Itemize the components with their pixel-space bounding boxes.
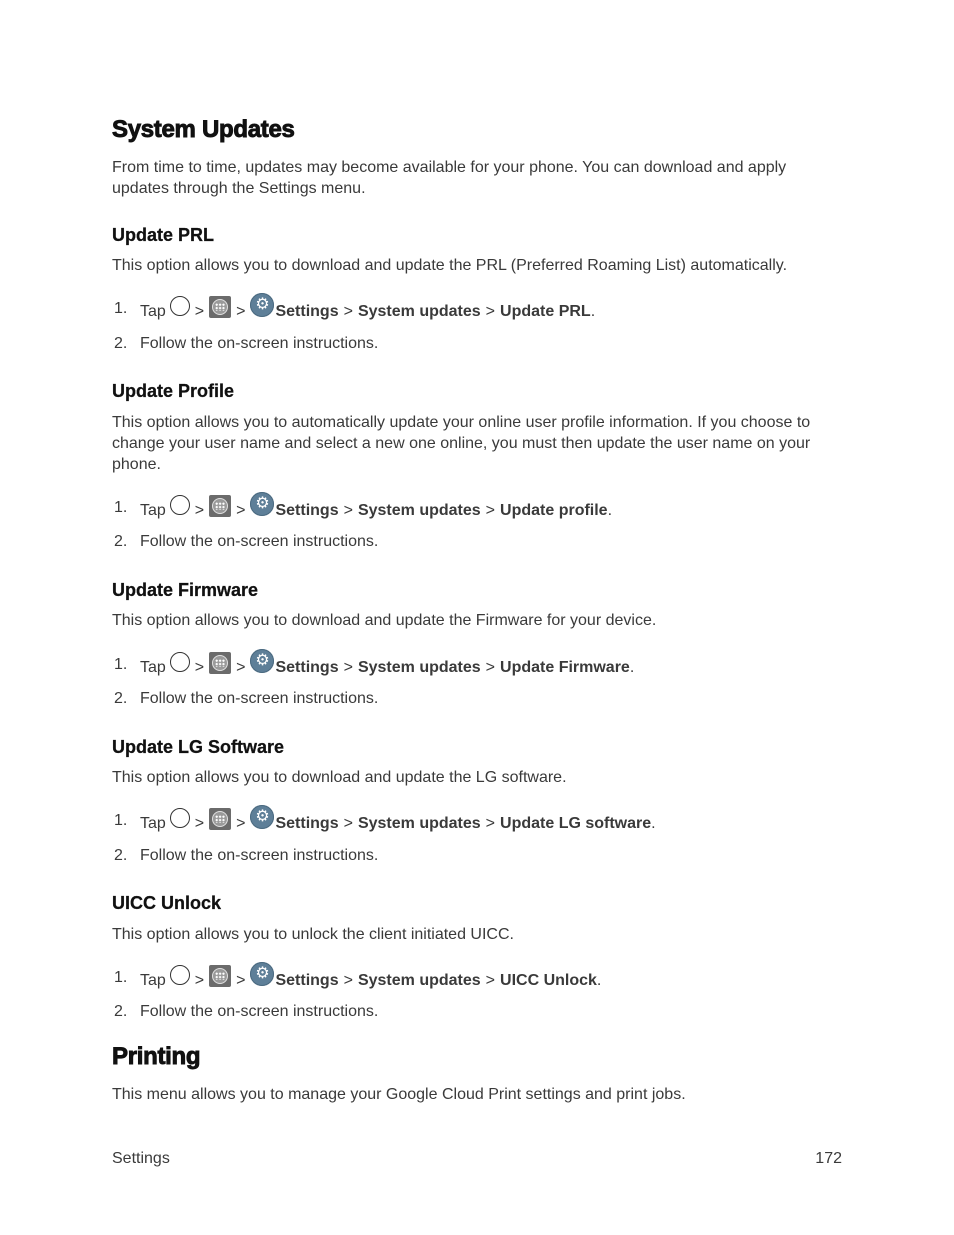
heading-update-prl: Update PRL <box>112 225 215 245</box>
home-circle-icon <box>170 296 190 316</box>
tap-label: Tap <box>140 303 166 320</box>
step-number: 2. <box>114 847 128 864</box>
system-updates-label: System updates <box>357 972 481 989</box>
home-circle-icon <box>170 808 190 828</box>
step-number: 1. <box>114 499 128 516</box>
separator: > <box>485 502 496 519</box>
separator: > <box>194 972 205 989</box>
home-circle-icon <box>170 495 190 515</box>
separator: > <box>485 303 496 320</box>
settings-label: Settings <box>275 303 339 320</box>
step-number: 1. <box>114 656 128 673</box>
separator: > <box>343 815 353 832</box>
separator: > <box>343 303 353 320</box>
step-text: Follow the on-screen instructions. <box>140 335 379 352</box>
update-profile-description: This option allows you to automatically update your online user profile information. If you choose to change your user name and select a new one online, you must then update the user name on your phone. <box>112 414 811 473</box>
settings-gear-icon <box>250 649 274 673</box>
system-updates-label: System updates <box>357 659 481 676</box>
step-number: 1. <box>114 300 128 317</box>
heading-update-profile: Update Profile <box>112 381 235 401</box>
printing-description: This menu allows you to manage your Google Cloud Print settings and print jobs. <box>112 1086 686 1103</box>
step-number: 2. <box>114 533 128 550</box>
period: . <box>590 303 596 320</box>
settings-gear-icon <box>250 805 274 829</box>
period: . <box>596 972 602 989</box>
settings-gear-icon <box>250 293 274 317</box>
update-lg-software-step-2 <box>112 847 852 873</box>
system-updates-intro: From time to time, updates may become available for your phone. You can download and apply updates through the Settings menu. <box>112 159 787 197</box>
step-text: Follow the on-screen instructions. <box>140 1003 379 1020</box>
step-number: 2. <box>114 1003 128 1020</box>
apps-grid-icon <box>209 965 231 987</box>
update-lg-software-step-1 <box>112 812 852 838</box>
tap-label: Tap <box>140 972 166 989</box>
separator: > <box>343 972 353 989</box>
separator: > <box>236 303 246 320</box>
apps-grid-icon <box>209 495 231 517</box>
settings-gear-icon <box>250 962 274 986</box>
step-text: Follow the on-screen instructions. <box>140 847 379 864</box>
uicc-unlock-label: UICC Unlock <box>500 972 597 989</box>
page-title-system-updates: System Updates <box>112 116 295 143</box>
tap-label: Tap <box>140 502 166 519</box>
update-firmware-label: Update Firmware <box>500 659 630 676</box>
separator: > <box>194 815 205 832</box>
separator: > <box>485 815 496 832</box>
separator: > <box>485 659 496 676</box>
uicc-unlock-step-2 <box>112 1003 852 1029</box>
settings-label: Settings <box>275 502 339 519</box>
uicc-unlock-step-1 <box>112 969 852 995</box>
separator: > <box>236 972 246 989</box>
separator: > <box>194 502 205 519</box>
update-firmware-description: This option allows you to download and update the Firmware for your device. <box>112 612 657 629</box>
page-title-printing: Printing <box>112 1043 201 1070</box>
heading-update-firmware: Update Firmware <box>112 580 259 600</box>
step-text: Follow the on-screen instructions. <box>140 690 379 707</box>
settings-label: Settings <box>275 815 339 832</box>
period: . <box>607 502 613 519</box>
system-updates-label: System updates <box>357 815 481 832</box>
settings-label: Settings <box>275 972 339 989</box>
apps-grid-icon <box>209 296 231 318</box>
apps-grid-icon <box>209 652 231 674</box>
system-updates-label: System updates <box>357 303 481 320</box>
update-profile-step-1 <box>112 499 852 525</box>
separator: > <box>194 303 205 320</box>
update-profile-label: Update profile <box>500 502 608 519</box>
heading-uicc-unlock: UICC Unlock <box>112 893 222 913</box>
period: . <box>629 659 635 676</box>
step-number: 2. <box>114 335 128 352</box>
separator: > <box>236 815 246 832</box>
separator: > <box>343 502 353 519</box>
settings-gear-icon <box>250 492 274 516</box>
tap-label: Tap <box>140 659 166 676</box>
update-lg-software-label: Update LG software <box>500 815 652 832</box>
tap-label: Tap <box>140 815 166 832</box>
apps-grid-icon <box>209 808 231 830</box>
update-firmware-step-1 <box>112 656 852 682</box>
system-updates-label: System updates <box>357 502 481 519</box>
step-number: 1. <box>114 812 128 829</box>
update-prl-description: This option allows you to download and update the PRL (Preferred Roaming List) automatically. <box>112 257 788 274</box>
period: . <box>651 815 656 832</box>
update-prl-step-1 <box>112 300 852 326</box>
home-circle-icon <box>170 965 190 985</box>
settings-label: Settings <box>275 659 339 676</box>
step-number: 2. <box>114 690 128 707</box>
heading-update-lg-software: Update LG Software <box>112 737 285 757</box>
separator: > <box>236 659 246 676</box>
update-firmware-step-2 <box>112 690 852 716</box>
footer-section-name: Settings <box>112 1150 170 1167</box>
uicc-unlock-description: This option allows you to unlock the client initiated UICC. <box>112 926 514 943</box>
separator: > <box>194 659 205 676</box>
home-circle-icon <box>170 652 190 672</box>
footer-page-number: 172 <box>815 1150 842 1167</box>
update-lg-software-description: This option allows you to download and update the LG software. <box>112 769 567 786</box>
separator: > <box>236 502 246 519</box>
update-profile-step-2 <box>112 533 852 559</box>
separator: > <box>343 659 353 676</box>
step-number: 1. <box>114 969 128 986</box>
update-prl-step-2 <box>112 335 852 361</box>
separator: > <box>485 972 496 989</box>
step-text: Follow the on-screen instructions. <box>140 533 379 550</box>
update-prl-label: Update PRL <box>500 303 591 320</box>
